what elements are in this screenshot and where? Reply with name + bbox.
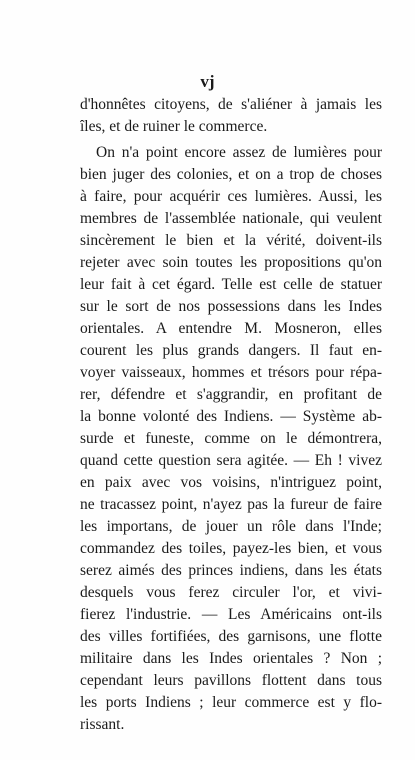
text-line: On n'a point encore assez de lumières pour [96,144,382,161]
text-line: militaire dans les Indes orientales ? Non ; [80,650,382,667]
text-line: les ports Indiens ; leur commerce est y flo- [80,694,382,711]
text-line: ne tracassez point, n'ayez pas la fureur de faire [80,496,382,513]
text-line: bien juger des colonies, et on a trop de choses [80,166,382,183]
page-body-text [80,94,382,736]
text-line: desquels vous ferez circuler l'or, et vivi- [80,584,382,601]
text-line: membres de l'assemblée nationale, qui veulent [80,210,382,227]
text-line: d'honnêtes citoyens, de s'aliéner à jamais les [80,96,382,113]
text-line: îles, et de ruiner le commerce. [80,118,268,135]
text-line: sincèrement le bien et la vérité, doivent-ils [80,232,382,249]
text-line: surde et funeste, comme on le démontrera, [80,430,382,447]
text-line: commandez des toiles, payez-les bien, et vous [80,540,382,557]
text-line: rissant. [80,716,125,733]
text-line: cependant leurs pavillons flottent dans tous [80,672,382,689]
text-line: rejeter avec soin toutes les propositions qu'on [80,254,382,271]
text-line: les importans, de jouer un rôle dans l'Inde; [80,518,382,535]
text-line: leur fait à cet égard. Telle est celle de statuer [80,276,382,293]
text-line: en paix avec vos voisins, n'intriguez point, [80,474,382,491]
page-number: vj [200,72,215,91]
text-line: voyer vaisseaux, hommes et trésors pour répa- [80,364,382,381]
text-line: à faire, pour acquérir ces lumières. Aussi, les [80,188,382,205]
text-line: rer, défendre et s'aggrandir, en profitant de [80,386,382,403]
text-line: des villes fortifiées, des garnisons, une flotte [80,628,382,645]
text-line: quand cette question sera agitée. — Eh ! vivez [80,452,382,469]
text-line: sur le sort de nos possessions dans les Indes [80,298,382,315]
text-line: serez aimés des princes indiens, dans les états [80,562,382,579]
text-line: courent les plus grands dangers. Il faut en- [80,342,382,359]
text-line: la bonne volonté des Indiens. — Système ab- [80,408,382,425]
text-line: orientales. A entendre M. Mosneron, elles [80,320,382,337]
text-line: fierez l'industrie. — Les Américains ont-ils [80,606,382,623]
